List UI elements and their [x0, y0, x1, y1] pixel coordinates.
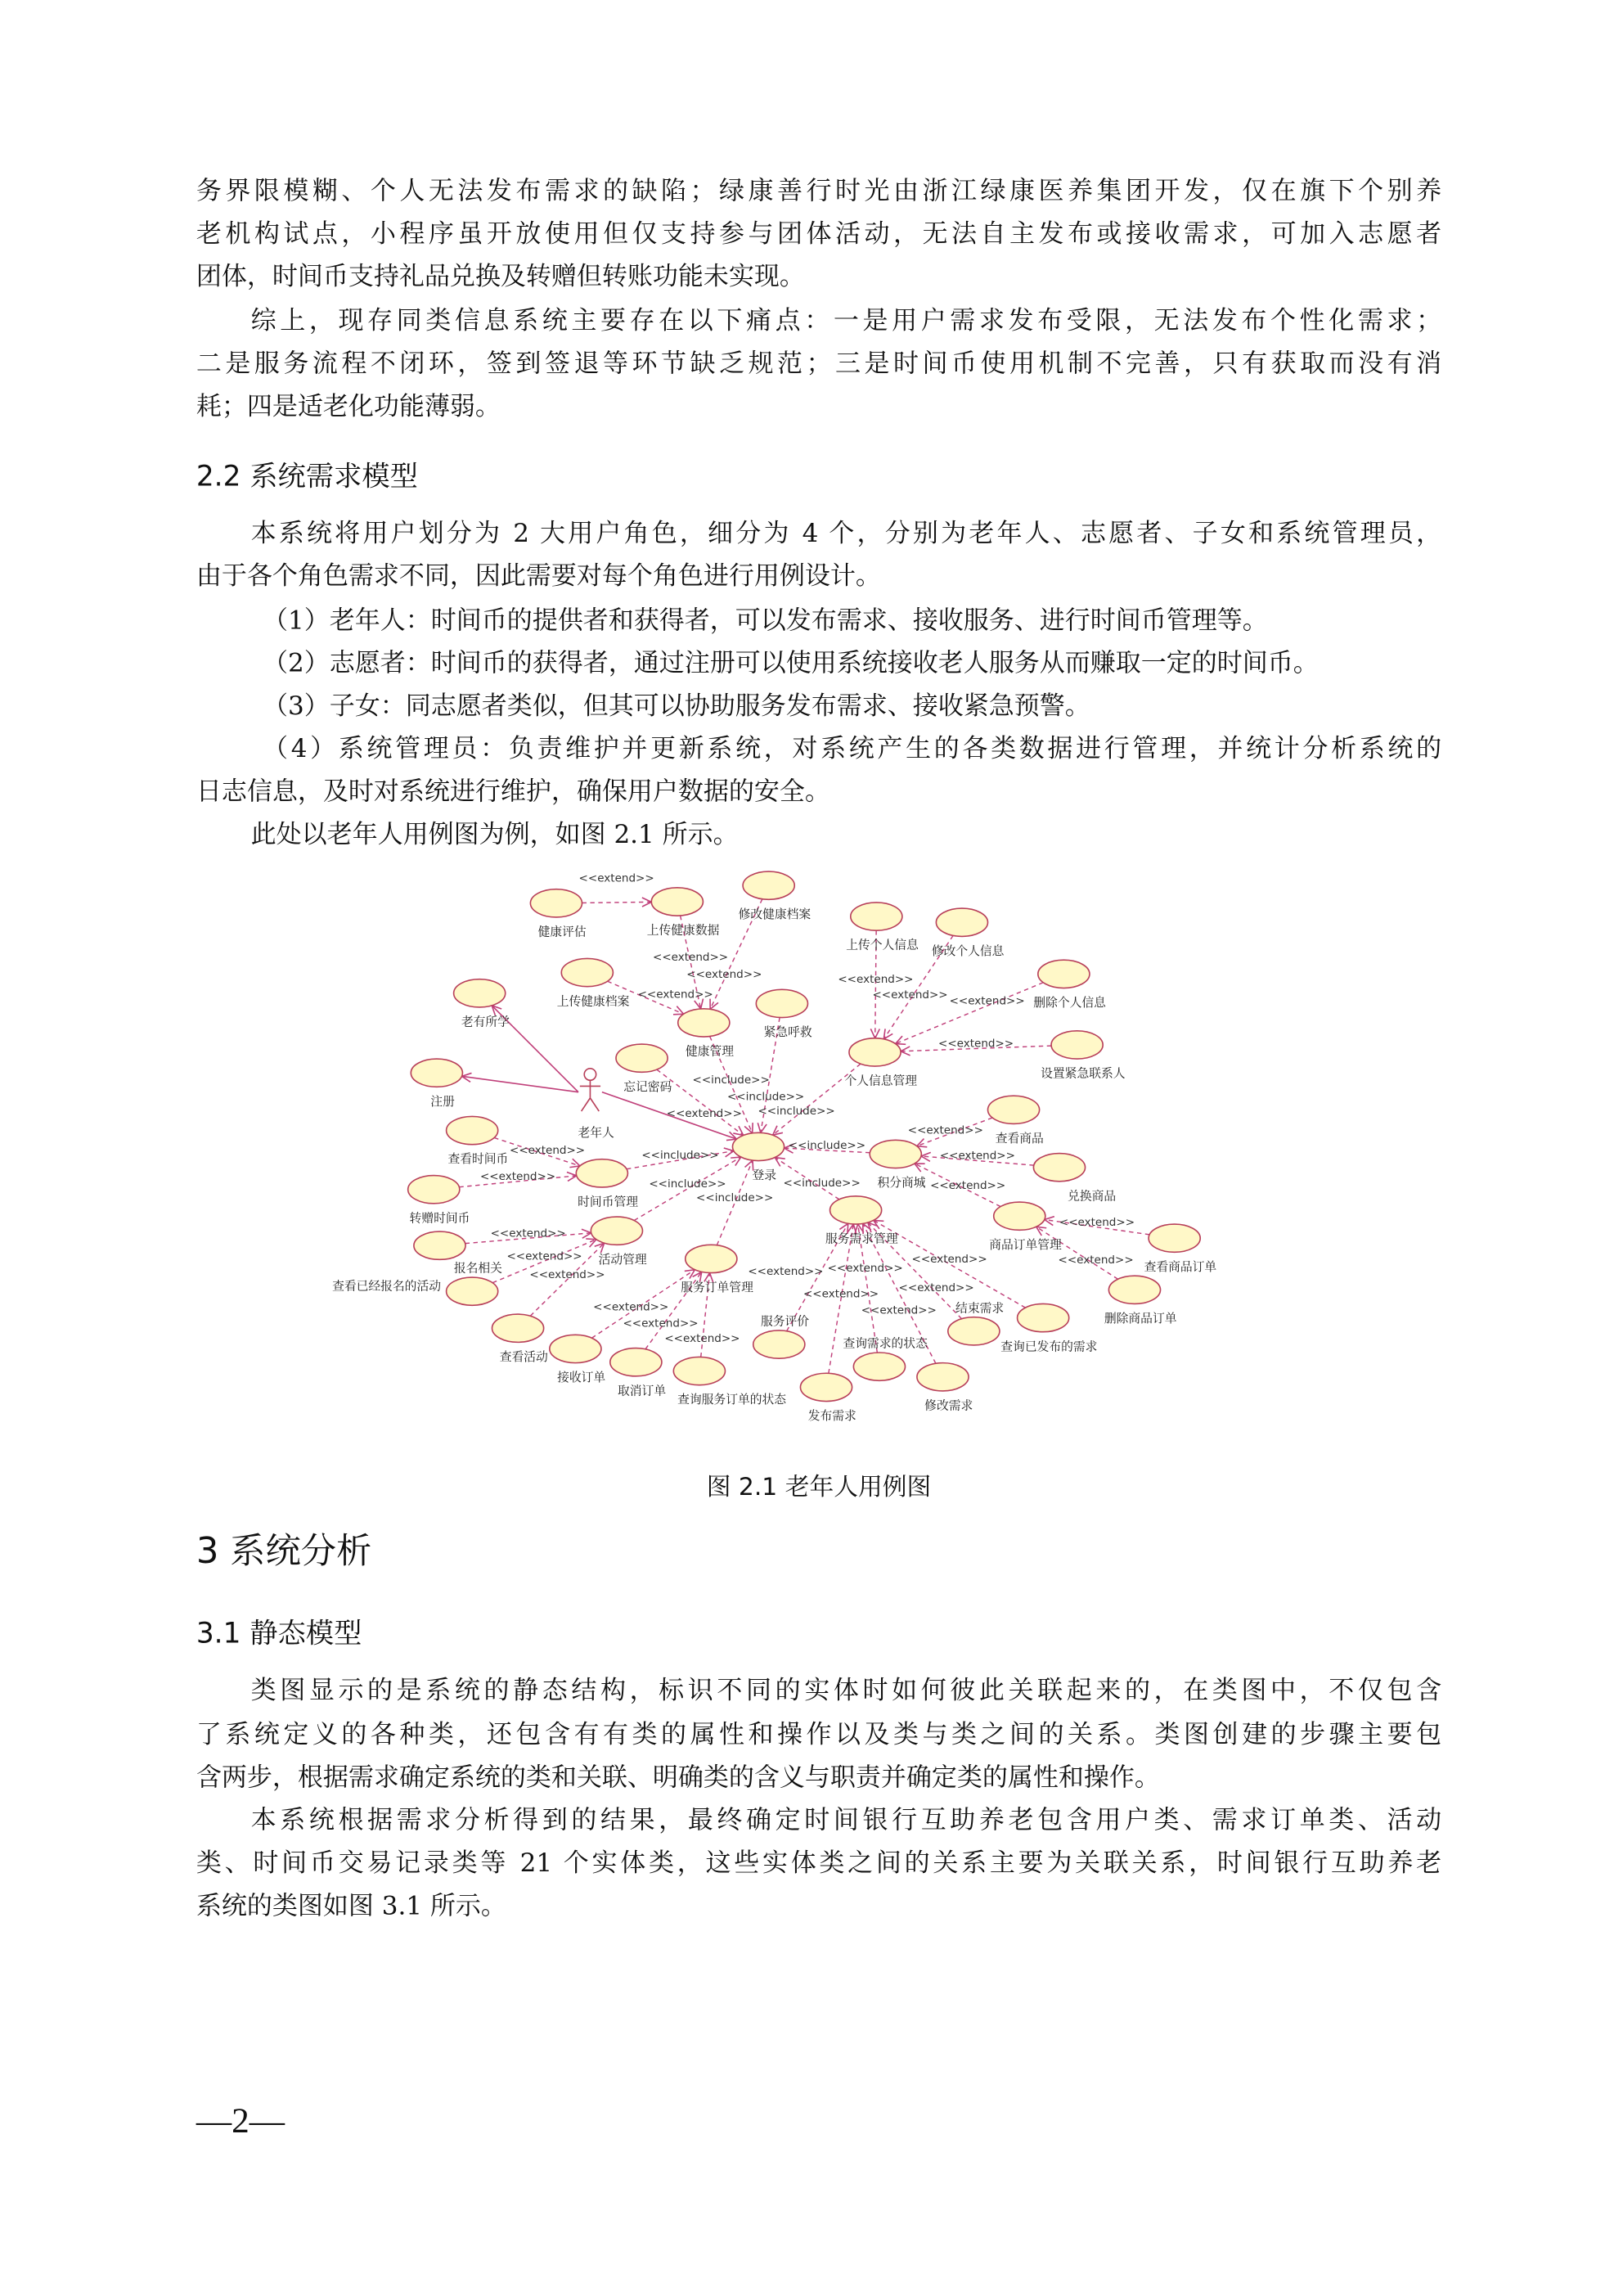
use-case-ellipse: [408, 1176, 460, 1204]
use-case-label: 修改健康档案: [738, 907, 812, 921]
section-heading-3-1: 3.1 静态模型: [196, 1617, 362, 1650]
use-case-label: 查看时间币: [447, 1152, 509, 1167]
use-case-ellipse: [853, 1353, 905, 1380]
actor-label: 老年人: [578, 1125, 614, 1140]
use-case-ellipse: [917, 1363, 969, 1391]
figure-caption: 图 2.1 老年人用例图: [706, 1472, 932, 1501]
arrowhead-icon: [744, 1123, 753, 1133]
use-case-label: 商品订单管理: [989, 1237, 1062, 1252]
use-case-ellipse: [870, 1140, 921, 1168]
use-case-ellipse: [447, 1116, 498, 1144]
use-case-label: 紧急呼救: [763, 1025, 812, 1040]
use-case-label: 查看已经报名的活动: [332, 1279, 441, 1294]
paragraph-line: 含两步，根据需求确定系统的类和关联、明确类的含义与职责并确定类的属性和操作。: [196, 1763, 1160, 1794]
use-case-ellipse: [1108, 1276, 1160, 1303]
stereotype-label: <<extend>>: [949, 994, 1025, 1008]
use-case-ellipse: [492, 1314, 544, 1342]
use-case-ellipse: [673, 1357, 725, 1384]
use-case-label: 兑换商品: [1068, 1189, 1117, 1204]
stereotype-label: <<extend>>: [637, 988, 713, 1002]
use-case-label: 服务需求管理: [825, 1231, 898, 1246]
relation-line: [582, 902, 652, 903]
use-case-ellipse: [686, 1245, 737, 1272]
paragraph-line: 类图显示的是系统的静态结构，标识不同的实体时如何彼此关联起来的，在类图中，不仅包含: [250, 1676, 1442, 1706]
use-case-label: 个人信息管理: [844, 1074, 918, 1088]
use-case-label: 老有所学: [461, 1015, 510, 1029]
use-case-label: 查询已发布的需求: [1000, 1339, 1098, 1354]
use-case-ellipse: [1033, 1154, 1085, 1182]
paragraph-line: 本系统根据需求分析得到的结果，最终确定时间银行互助养老包含用户类、需求订单类、活动: [250, 1806, 1442, 1836]
paragraph-line: 了系统定义的各种类，还包含有有类的属性和操作以及类与类之间的关系。类图创建的步骤主要包: [196, 1720, 1442, 1751]
stereotype-label: <<extend>>: [664, 1332, 740, 1346]
use-case-ellipse: [678, 1009, 730, 1037]
arrowhead-icon: [582, 1229, 591, 1238]
stereotype-label: <<include>>: [692, 1073, 770, 1087]
use-case-ellipse: [1018, 1303, 1069, 1331]
use-case-ellipse: [610, 1348, 662, 1376]
use-case-ellipse: [936, 908, 987, 936]
use-case-label: 服务订单管理: [681, 1281, 753, 1295]
stereotype-label: <<extend>>: [907, 1123, 983, 1137]
use-case-label: 登录: [752, 1168, 777, 1183]
stereotype-label: <<include>>: [788, 1139, 866, 1153]
use-case-ellipse: [849, 1038, 901, 1066]
use-case-ellipse: [800, 1373, 852, 1401]
use-case-label: 删除商品订单: [1104, 1312, 1177, 1326]
stereotype-label: <<include>>: [726, 1090, 805, 1104]
stereotype-label: <<include>>: [641, 1148, 719, 1162]
stereotype-label: <<extend>>: [510, 1144, 586, 1158]
stereotype-label: <<extend>>: [861, 1303, 937, 1317]
paragraph-line: 二是服务流程不闭环，签到签退等环节缺乏规范；三是时间币使用机制不完善，只有获取而没有消: [196, 349, 1442, 380]
actor-icon: [584, 1069, 596, 1080]
arrowhead-icon: [685, 1270, 695, 1279]
arrowhead-icon: [775, 1158, 785, 1167]
use-case-label: 活动管理: [598, 1252, 647, 1267]
stereotype-label: <<extend>>: [490, 1227, 566, 1240]
list-item: （2）志愿者：时间币的获得者，通过注册可以使用系统接收老人服务从而赚取一定的时间币。: [263, 649, 1319, 679]
use-case-ellipse: [743, 871, 794, 899]
use-case-label: 转赠时间币: [409, 1211, 470, 1226]
use-case-label: 取消订单: [618, 1384, 667, 1398]
use-case-label: 结束需求: [955, 1301, 1005, 1316]
use-case-ellipse: [447, 1277, 498, 1305]
arrowhead-icon: [569, 1159, 580, 1167]
use-case-label: 修改需求: [924, 1398, 973, 1413]
use-case-ellipse: [753, 1330, 805, 1358]
use-case-ellipse: [576, 1159, 627, 1187]
list-item: 日志信息，及时对系统进行维护，确保用户数据的安全。: [196, 777, 830, 808]
page-number: —2—: [196, 2103, 285, 2142]
use-case-label: 忘记密码: [623, 1079, 672, 1094]
stereotype-label: <<extend>>: [803, 1287, 879, 1301]
stereotype-label: <<extend>>: [939, 1149, 1015, 1163]
stereotype-label: <<extend>>: [578, 871, 654, 885]
paragraph-line: 团体，时间币支持礼品兑换及转赠但转账功能未实现。: [196, 263, 805, 293]
use-case-label: 报名相关: [453, 1261, 502, 1276]
paragraph-line: 耗；四是适老化功能薄弱。: [196, 392, 501, 422]
stereotype-label: <<extend>>: [686, 968, 762, 982]
stereotype-label: <<extend>>: [827, 1261, 903, 1275]
stereotype-label: <<extend>>: [930, 1178, 1006, 1192]
stereotype-label: <<include>>: [696, 1191, 774, 1205]
use-case-ellipse: [1038, 960, 1090, 988]
use-case-label: 发布需求: [807, 1409, 856, 1424]
stereotype-label: <<extend>>: [1058, 1254, 1134, 1267]
section-heading-3: 3 系统分析: [196, 1530, 372, 1572]
paragraph-line: 由于各个角色需求不同，因此需要对每个角色进行用例设计。: [196, 562, 881, 592]
stereotype-label: <<include>>: [783, 1177, 861, 1191]
use-case-ellipse: [454, 979, 506, 1007]
use-case-label: 接收订单: [557, 1371, 606, 1385]
stereotype-label: <<extend>>: [1059, 1215, 1135, 1229]
use-case-ellipse: [530, 889, 582, 917]
list-item: （4）系统管理员：负责维护并更新系统，对系统产生的各类数据进行管理，并统计分析系统的: [263, 735, 1442, 765]
use-case-ellipse: [411, 1059, 462, 1087]
paragraph-line: 系统的类图如图 3.1 所示。: [196, 1892, 506, 1922]
stereotype-label: <<extend>>: [838, 973, 914, 987]
use-case-ellipse: [948, 1317, 1000, 1345]
arrowhead-icon: [642, 898, 651, 907]
stereotype-label: <<extend>>: [666, 1107, 742, 1121]
use-case-ellipse: [591, 1217, 642, 1245]
use-case-label: 注册: [430, 1094, 455, 1109]
paragraph-line: 本系统将用户划分为 2 大用户角色，细分为 4 个，分别为老年人、志愿者、子女和系统管理员，: [250, 519, 1442, 549]
use-case-label: 健康管理: [685, 1044, 735, 1059]
stereotype-label: <<include>>: [649, 1177, 726, 1191]
use-case-label: 查看活动: [499, 1349, 548, 1364]
list-item: （3）子女：同志愿者类似，但其可以协助服务发布需求、接收紧急预警。: [263, 691, 1090, 722]
use-case-label: 查询服务订单的状态: [677, 1393, 787, 1407]
stereotype-label: <<extend>>: [479, 1169, 556, 1183]
section-heading-2-2: 2.2 系统需求模型: [196, 460, 418, 493]
use-case-ellipse: [414, 1231, 465, 1259]
arrowhead-icon: [1036, 1227, 1047, 1236]
use-case-label: 上传个人信息: [846, 938, 919, 952]
use-case-ellipse: [732, 1132, 784, 1160]
stereotype-label: <<extend>>: [623, 1317, 699, 1330]
paragraph-line: 务界限模糊、个人无法发布需求的缺陷；绿康善行时光由浙江绿康医养集团开发，仅在旗下个别养: [196, 177, 1442, 207]
use-case-label: 修改个人信息: [931, 943, 1005, 958]
stereotype-label: <<extend>>: [653, 951, 729, 965]
use-case-ellipse: [616, 1044, 668, 1072]
arrowhead-icon: [901, 1047, 910, 1056]
use-case-ellipse: [756, 989, 807, 1017]
use-case-ellipse: [550, 1335, 601, 1362]
use-case-ellipse: [994, 1202, 1045, 1230]
use-case-label: 时间币管理: [578, 1195, 639, 1209]
use-case-ellipse: [1051, 1031, 1103, 1059]
use-case-label: 上传健康数据: [646, 923, 720, 938]
paragraph-line: 综上，现存同类信息系统主要存在以下痛点：一是用户需求发布受限，无法发布个性化需求；: [250, 307, 1442, 337]
list-item: （1）老年人：时间币的提供者和获得者，可以发布需求、接收服务、进行时间币管理等。: [263, 606, 1268, 637]
use-case-ellipse: [1149, 1224, 1200, 1252]
stereotype-label: <<extend>>: [529, 1267, 605, 1281]
arrowhead-icon: [917, 1139, 928, 1147]
paragraph-line: 老机构试点，小程序虽开放使用但仅支持参与团体活动，无法自主发布或接收需求，可加入志愿者: [196, 219, 1442, 250]
use-case-label: 服务评价: [760, 1314, 810, 1329]
use-case-ellipse: [830, 1196, 882, 1224]
use-case-label: 健康评估: [537, 925, 587, 939]
arrowhead-icon: [915, 1164, 925, 1172]
stereotype-label: <<extend>>: [748, 1264, 824, 1278]
stereotype-label: <<extend>>: [898, 1281, 974, 1295]
use-case-ellipse: [561, 958, 613, 986]
arrowhead-icon: [883, 1029, 892, 1039]
use-case-label: 上传健康档案: [556, 994, 630, 1009]
use-case-ellipse: [988, 1096, 1040, 1123]
arrowhead-icon: [731, 1157, 741, 1166]
stereotype-label: <<extend>>: [506, 1249, 582, 1263]
actor-icon: [580, 1080, 600, 1111]
use-case-label: 查看商品订单: [1144, 1259, 1217, 1274]
stereotype-label: <<extend>>: [938, 1037, 1014, 1051]
use-case-label: 积分商城: [877, 1176, 926, 1191]
association-line: [461, 1076, 578, 1092]
stereotype-label: <<extend>>: [911, 1252, 987, 1266]
use-case-ellipse: [651, 888, 703, 916]
stereotype-label: <<extend>>: [872, 988, 948, 1002]
use-case-label: 删除个人信息: [1033, 996, 1106, 1011]
paragraph-line: 类、时间币交易记录类等 21 个实体类，这些实体类之间的关系主要为关联关系，时间银行互助养老: [196, 1848, 1442, 1879]
use-case-label: 查询需求的状态: [843, 1336, 928, 1351]
use-case-label: 查看商品: [995, 1131, 1044, 1146]
stereotype-label: <<extend>>: [593, 1300, 669, 1314]
use-case-ellipse: [851, 903, 902, 930]
paragraph-line: 此处以老年人用例图为例，如图 2.1 所示。: [250, 820, 739, 850]
use-case-label: 设置紧急联系人: [1041, 1066, 1126, 1081]
stereotype-label: <<include>>: [758, 1104, 835, 1118]
